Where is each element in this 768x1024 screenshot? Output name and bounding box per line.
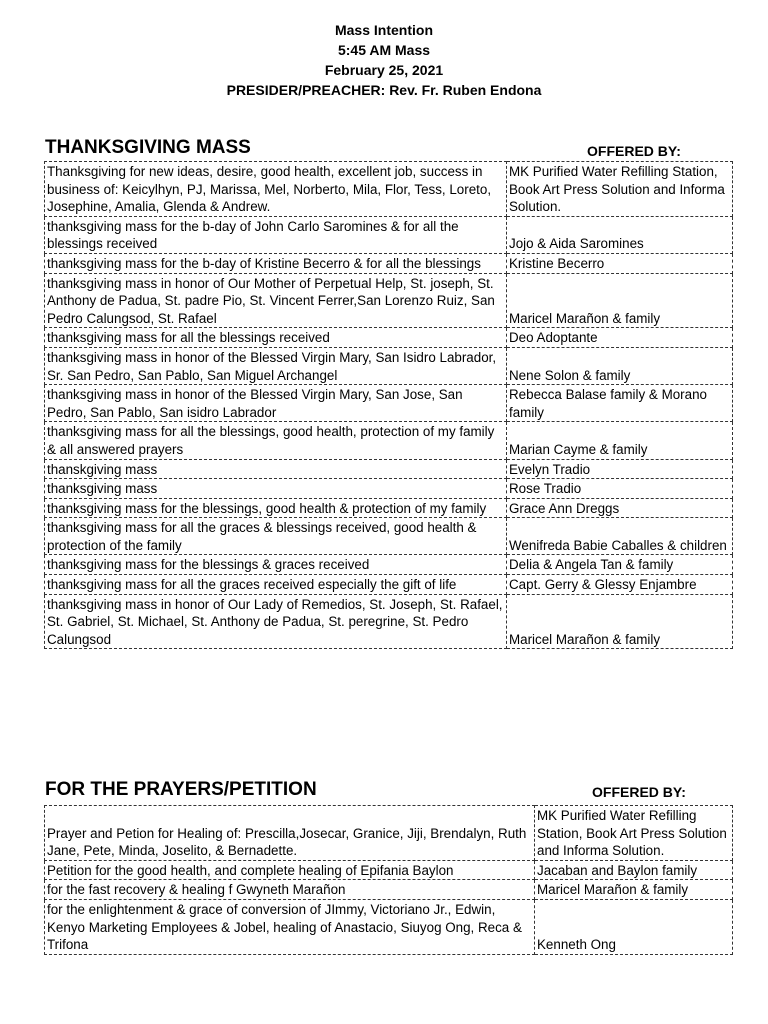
intention-cell: Thanksgiving for new ideas, desire, good health, excellent job, success in business of: Keicylhyn, PJ, Marissa, Mel, Norberto, Mila, Flor, Tess, Loreto, Josephine, Amalia, Glenda & Andrew. bbox=[45, 162, 507, 217]
table-row bbox=[45, 880, 733, 900]
offered-by-cell: Maricel Marañon & family bbox=[507, 273, 733, 328]
table-row bbox=[45, 899, 733, 954]
offered-by-cell: Maricel Marañon & family bbox=[535, 880, 733, 900]
table-row bbox=[45, 594, 733, 649]
offered-by-cell: Kristine Becerro bbox=[507, 253, 733, 273]
table-row bbox=[45, 347, 733, 384]
intention-cell: thanksgiving mass for the blessings, good health & protection of my family bbox=[45, 498, 507, 518]
intention-cell: thanksgiving mass in honor of the Blessed Virgin Mary, San Isidro Labrador, Sr. San Pedro, San Pablo, San Miguel Archangel bbox=[45, 347, 507, 384]
table-row bbox=[45, 273, 733, 328]
table-row bbox=[45, 459, 733, 479]
offered-by-cell: Capt. Gerry & Glessy Enjambre bbox=[507, 575, 733, 595]
offered-by-cell: MK Purified Water Refilling Station, Book Art Press Solution and Informa Solution. bbox=[535, 806, 733, 861]
intention-cell: for the enlightenment & grace of conversion of JImmy, Victoriano Jr., Edwin, Kenyo Marketing Employees & Jobel, healing of Anastacio, Siuyog Ong, Reca & Trifona bbox=[45, 899, 535, 954]
intention-cell: thanksgiving mass in honor of Our Mother of Perpetual Help, St. joseph, St. Anthony de Padua, St. padre Pio, St. Vincent Ferrer,San Lorenzo Ruiz, San Pedro Calungsod, St. Rafael bbox=[45, 273, 507, 328]
table-row bbox=[45, 860, 733, 880]
intention-cell: thanksgiving mass for the b-day of John Carlo Saromines & for all the blessings received bbox=[45, 216, 507, 253]
document-header bbox=[0, 20, 768, 100]
intention-cell: thanksgiving mass for all the graces & blessings received, good health & protection of the family bbox=[45, 518, 507, 555]
petition-section-title: FOR THE PRAYERS/PETITION bbox=[45, 779, 317, 800]
offered-by-cell: Maricel Marañon & family bbox=[507, 594, 733, 649]
intention-cell: thanksgiving mass for all the graces received especially the gift of life bbox=[45, 575, 507, 595]
offered-by-cell: Deo Adoptante bbox=[507, 328, 733, 348]
header-title: Mass Intention bbox=[334, 22, 433, 38]
petition-table bbox=[44, 805, 733, 955]
intention-cell: thanksgiving mass bbox=[45, 479, 507, 499]
header-date: February 25, 2021 bbox=[324, 62, 444, 78]
offered-by-cell: Delia & Angela Tan & family bbox=[507, 555, 733, 575]
offered-by-cell: Rebecca Balase family & Morano family bbox=[507, 385, 733, 422]
petition-offered-by-label: OFFERED BY: bbox=[592, 784, 686, 800]
header-presider: PRESIDER/PREACHER: Rev. Fr. Ruben Endona bbox=[226, 82, 542, 98]
offered-by-cell: Grace Ann Dreggs bbox=[507, 498, 733, 518]
intention-cell: thanksgiving mass for the b-day of Kristine Becerro & for all the blessings bbox=[45, 253, 507, 273]
offered-by-cell: Wenifreda Babie Caballes & children bbox=[507, 518, 733, 555]
table-row bbox=[45, 253, 733, 273]
intention-cell: thanskgiving mass bbox=[45, 459, 507, 479]
thanksgiving-section-title: THANKSGIVING MASS bbox=[45, 137, 251, 158]
offered-by-cell: Jacaban and Baylon family bbox=[535, 860, 733, 880]
table-row bbox=[45, 385, 733, 422]
offered-by-cell: Rose Tradio bbox=[507, 479, 733, 499]
table-row bbox=[45, 479, 733, 499]
offered-by-cell: Nene Solon & family bbox=[507, 347, 733, 384]
offered-by-cell: Jojo & Aida Saromines bbox=[507, 216, 733, 253]
table-row bbox=[45, 498, 733, 518]
thanksgiving-offered-by-label: OFFERED BY: bbox=[587, 143, 681, 159]
intention-cell: for the fast recovery & healing f Gwyneth Marañon bbox=[45, 880, 535, 900]
table-row bbox=[45, 555, 733, 575]
intention-cell: thanksgiving mass for all the blessings, good health, protection of my family & all answered prayers bbox=[45, 422, 507, 459]
offered-by-cell: MK Purified Water Refilling Station, Book Art Press Solution and Informa Solution. bbox=[507, 162, 733, 217]
thanksgiving-table bbox=[44, 161, 733, 649]
offered-by-cell: Marian Cayme & family bbox=[507, 422, 733, 459]
table-row bbox=[45, 575, 733, 595]
table-row bbox=[45, 422, 733, 459]
intention-cell: thanksgiving mass for all the blessings received bbox=[45, 328, 507, 348]
header-mass-time: 5:45 AM Mass bbox=[337, 42, 431, 58]
intention-cell: Prayer and Petion for Healing of: Prescilla,Josecar, Granice, Jiji, Brendalyn, Ruth Jane, Pete, Minda, Joselito, & Bernadette. bbox=[45, 806, 535, 861]
table-row bbox=[45, 806, 733, 861]
intention-cell: thanksgiving mass in honor of the Blessed Virgin Mary, San Jose, San Pedro, San Pablo, San isidro Labrador bbox=[45, 385, 507, 422]
intention-cell: thanksgiving mass in honor of Our Lady of Remedios, St. Joseph, St. Rafael, St. Gabriel, St. Michael, St. Anthony de Padua, St. peregrine, St. Pedro Calungsod bbox=[45, 594, 507, 649]
intention-cell: Petition for the good health, and complete healing of Epifania Baylon bbox=[45, 860, 535, 880]
table-row bbox=[45, 162, 733, 217]
table-row bbox=[45, 518, 733, 555]
table-row bbox=[45, 328, 733, 348]
offered-by-cell: Evelyn Tradio bbox=[507, 459, 733, 479]
intention-cell: thanksgiving mass for the blessings & graces received bbox=[45, 555, 507, 575]
offered-by-cell: Kenneth Ong bbox=[535, 899, 733, 954]
table-row bbox=[45, 216, 733, 253]
